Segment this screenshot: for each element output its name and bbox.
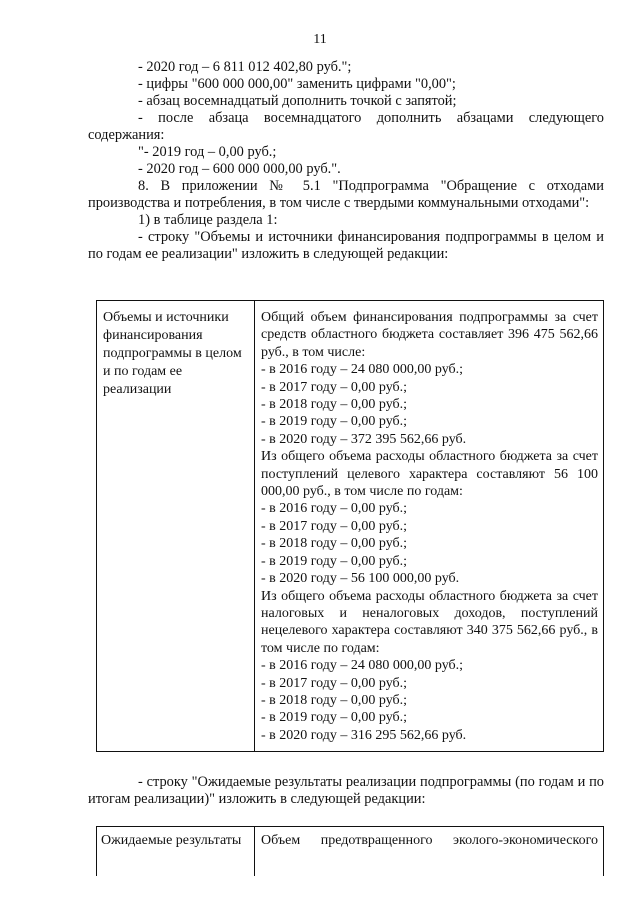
table-cell-value: Объем предотвращенного эколого-экономического: [261, 833, 598, 848]
table-cell-label: Ожидаемые результаты: [97, 827, 255, 876]
cell-line: - в 2016 году – 0,00 руб.;: [261, 501, 408, 517]
cell-line: Из общего объема расходы областного бюджета за счет поступлений целевого характера составляют 56 100 000,00 руб., в том числе по годам:: [261, 449, 598, 500]
cell-line: Из общего объема расходы областного бюджета за счет налоговых и неналоговых доходов, поступлений нецелевого характера составляют 340 375 562,66 руб., в том числе по годам:: [261, 588, 598, 656]
paragraph: 1) в таблице раздела 1:: [138, 212, 278, 228]
cell-line: - в 2017 году – 0,00 руб.;: [261, 518, 408, 534]
paragraph: - после абзаца восемнадцатого дополнить абзацами следующего содержания:: [88, 110, 604, 143]
cell-line: - в 2016 году – 24 080 000,00 руб.;: [261, 362, 464, 378]
paragraph: - 2020 год – 600 000 000,00 руб.".: [138, 161, 341, 177]
cell-line: - в 2017 году – 0,00 руб.;: [261, 675, 408, 691]
paragraph: - абзац восемнадцатый дополнить точкой с запятой;: [138, 93, 457, 109]
cell-line: - в 2018 году – 0,00 руб.;: [261, 536, 408, 552]
document-body: [88, 52, 604, 263]
cell-line: - в 2018 году – 0,00 руб.;: [261, 692, 408, 708]
cell-line: - в 2020 году – 56 100 000,00 руб.: [261, 571, 460, 587]
cell-line: - в 2016 году – 24 080 000,00 руб.;: [261, 658, 464, 674]
page-number: 11: [313, 32, 327, 47]
cell-line: - в 2019 году – 0,00 руб.;: [261, 710, 408, 726]
cell-line: Общий объем финансирования подпрограммы за счет средств областного бюджета составляет 396 475 562,66 руб., в том числе:: [261, 310, 598, 360]
paragraph: - строку "Ожидаемые результаты реализации подпрограммы (по годам и по итогам реализации)" изложить в следующей редакции:: [88, 774, 604, 807]
cell-line: - в 2019 году – 0,00 руб.;: [261, 553, 408, 569]
cell-line: - в 2019 году – 0,00 руб.;: [261, 414, 408, 430]
paragraph: - строку "Объемы и источники финансирования подпрограммы в целом и по годам ее реализации" изложить в следующей редакции:: [88, 229, 604, 262]
cell-line: - в 2020 году – 372 395 562,66 руб.: [261, 431, 467, 447]
financing-table: [96, 300, 604, 752]
table-cell-value: [255, 301, 603, 744]
cell-line: - в 2020 году – 316 295 562,66 руб.: [261, 727, 467, 743]
paragraph: "- 2019 год – 0,00 руб.;: [138, 144, 277, 160]
cell-line: - в 2017 году – 0,00 руб.;: [261, 379, 408, 395]
cell-line: - в 2018 году – 0,00 руб.;: [261, 397, 408, 413]
paragraph: 8. В приложении № 5.1 "Подпрограмма "Обращение с отходами производства и потребления, в том числе с твердыми коммунальными отходами":: [88, 178, 604, 211]
table-cell-label: Объемы и источники финансирования подпрограммы в целом и по годам ее реализации: [97, 301, 255, 751]
paragraph: - 2020 год – 6 811 012 402,80 руб.";: [138, 59, 352, 75]
paragraph: - цифры "600 000 000,00" заменить цифрами "0,00";: [138, 76, 456, 92]
after-table-text: [88, 774, 604, 808]
results-table: [96, 826, 604, 876]
